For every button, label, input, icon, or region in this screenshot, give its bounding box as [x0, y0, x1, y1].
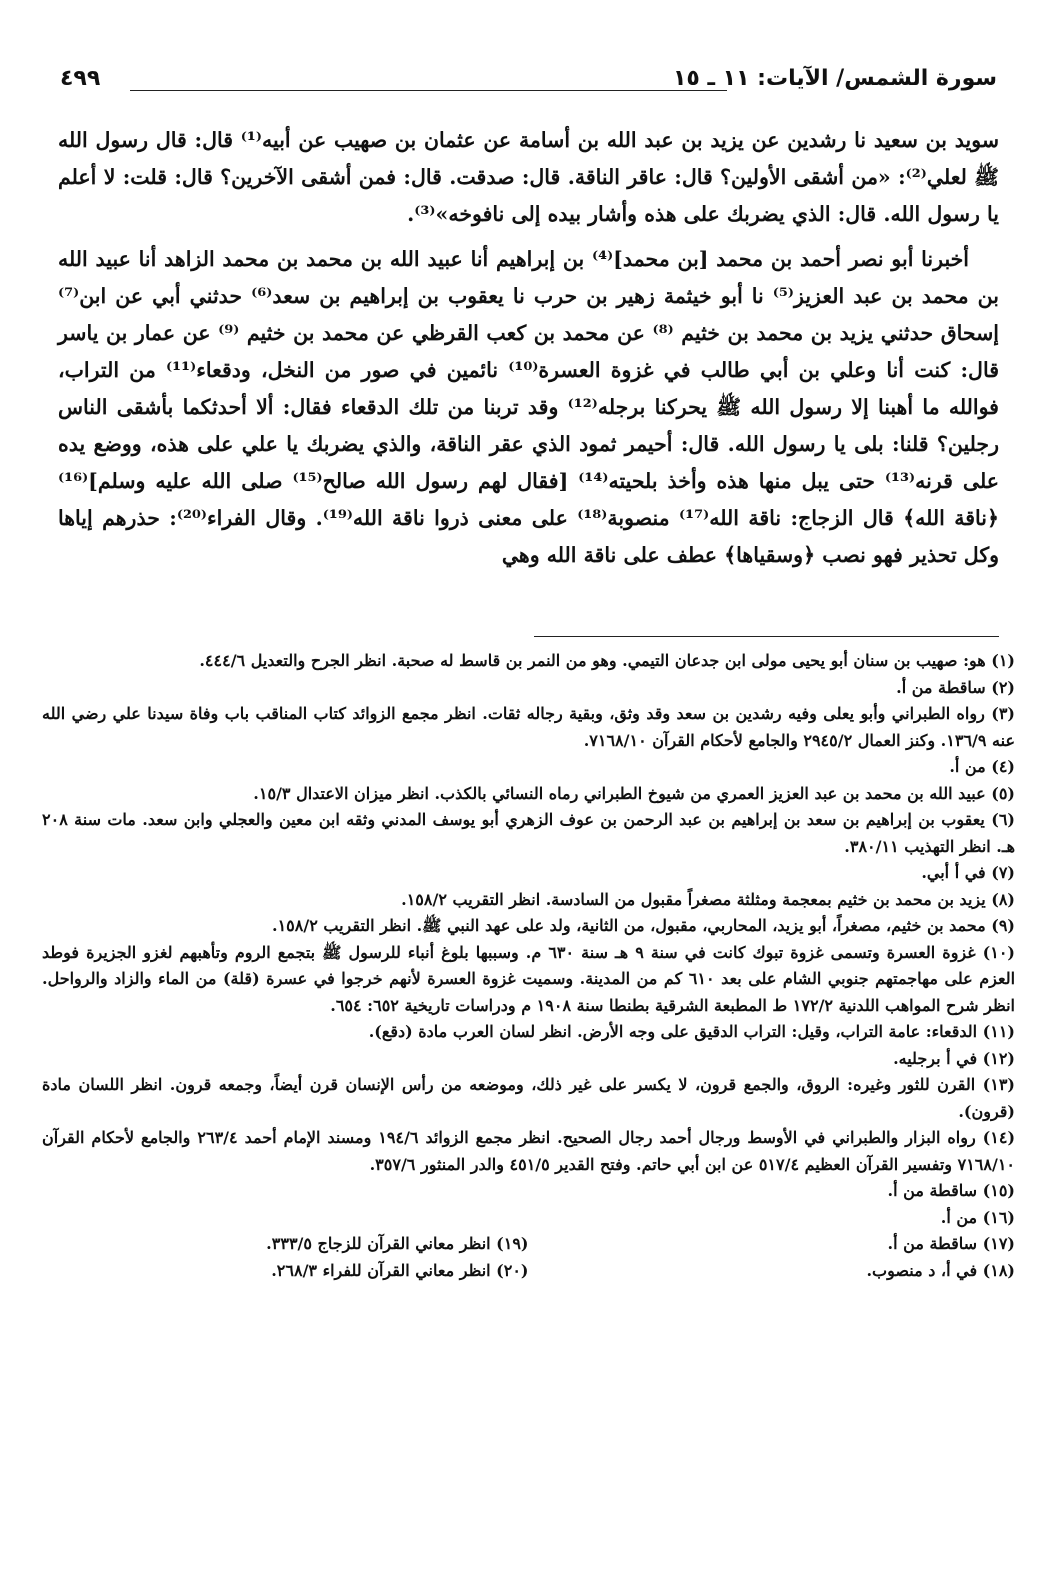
- footnotes-two-columns: [42, 1231, 1015, 1284]
- page-number: ٤٩٩: [60, 66, 101, 91]
- page-header: [60, 66, 997, 106]
- footnotes: [42, 648, 1015, 1284]
- footnote: (١١) الدقعاء: عامة التراب، وقيل: التراب الدقيق على وجه الأرض. انظر لسان العرب مادة (دقع).: [368, 1022, 1015, 1041]
- footnote: (١) هو: صهيب بن سنان أبو يحيى مولى ابن جدعان التيمي. وهو من النمر بن قاسط له صحبة. انظر الجرح والتعديل ٤٤٤/٦.: [199, 651, 1015, 670]
- footnote: (٥) عبيد الله بن محمد بن عبد العزيز العمري من شيوخ الطبراني رماه النسائي بالكذب. انظر ميزان الاعتدال ١٥/٣.: [253, 783, 1015, 803]
- footnote: (١٧) ساقطة من أ.: [887, 1234, 1015, 1253]
- footnote: (١٣) القرن للثور وغيره: الروق، والجمع قرون، لا يكسر على غير ذلك، وموضعه من رأس الإنسان قرن أيضاً، وجمعه قرون. انظر اللسان مادة (قرون).: [42, 1075, 1015, 1121]
- footnote: (٣) رواه الطبراني وأبو يعلى وفيه رشدين بن سعد وقد وثق، وبقية رجاله ثقات. انظر مجمع الزوائد كتاب المناقب باب وفاة سيدنا علي رضي الله عنه ١٣٦/٩. وكنز العمال ٢٩٤٥/٢ والجامع لأحكام القرآن ٧١٦٨/١٠.: [42, 704, 1015, 750]
- paragraph: أخبرنا أبو نصر أحمد بن محمد [بن محمد]⁽⁴⁾ بن إبراهيم أنا عبيد الله بن محمد بن محمد الزاهد أنا عبيد الله بن محمد بن عبد العزيز⁽⁵⁾ نا أبو خيثمة زهير بن حرب نا يعقوب بن إبراهيم بن سعد⁽⁶⁾ حدثني أبي عن ابن⁽⁷⁾ إسحاق حدثني يزيد بن محمد بن خثيم ⁽⁸⁾ عن محمد بن كعب القرظي عن محمد بن خثيم ⁽⁹⁾ عن عمار بن ياسر قال: كنت أنا وعلي بن أبي طالب في غزوة العسرة⁽¹⁰⁾ نائمين في صور من النخل، ودقعاء⁽¹¹⁾ من التراب، فوالله ما أهبنا إلا رسول الله ﷺ يحركنا برجله⁽¹²⁾ وقد تربنا من تلك الدقعاء فقال: ألا أحدثكما بأشقى الناس رجلين؟ قلنا: بلى يا رسول الله. قال: أحيمر ثمود الذي عقر الناقة، والذي يضربك يا علي على هذه، ووضع يده على قرنه⁽¹³⁾ حتى يبل منها هذه وأخذ بلحيته⁽¹⁴⁾ [فقال لهم رسول الله صالح⁽¹⁵⁾ صلى الله عليه وسلم]⁽¹⁶⁾ ﴿ناقة الله﴾ قال الزجاج: ناقة الله⁽¹⁷⁾ منصوبة⁽¹⁸⁾ على معنى ذروا ناقة الله⁽¹⁹⁾. وقال الفراء⁽²⁰⁾: حذرهم إياها وكل تحذير فهو نصب ﴿وسقياها﴾ عطف على ناقة الله وهي: [58, 247, 1000, 567]
- footnote: (١٩) انظر معاني القرآن للزجاج ٣٣٣/٥.: [266, 1234, 529, 1253]
- main-text: [58, 122, 999, 582]
- footnote: (١٨) في أ، د منصوب.: [866, 1260, 1015, 1280]
- footnote: (٤) من أ.: [949, 757, 1015, 776]
- footnote: (٢٠) انظر معاني القرآن للفراء ٢٦٨/٣.: [271, 1260, 529, 1280]
- footnote: (١٠) غزوة العسرة وتسمى غزوة تبوك كانت في سنة ٩ هـ سنة ٦٣٠ م. وسببها بلوغ أنباء للرسول ﷺ بتجمع الروم وتأهبهم لغزو الجزيرة فوطد العزم على مهاجمتهم جنوبي الشام على بعد ٦١٠ كم من المدينة. وسميت غزوة العسرة لأنهم خرجوا في عسرة (قلة) من الماء والزاد والرواحل. انظر شرح المواهب اللدنية ١٧٢/٢ ط المطبعة الشرقية بطنطا سنة ١٩٠٨ م ودراسات تاريخية ٦٥٢: ٦٥٤.: [42, 942, 1016, 1015]
- footnote: (٩) محمد بن خثيم، مصغراً، أبو يزيد، المحاربي، مقبول، من الثانية، ولد على عهد النبي ﷺ. انظر التقريب ١٥٨/٢.: [272, 916, 1015, 935]
- footnote-separator: [534, 636, 999, 637]
- footnotes-right-column: [529, 1231, 1016, 1284]
- running-title: سورة الشمس/ الآيات: ١١ ـ ١٥: [672, 66, 997, 91]
- footnote: (١٢) في أ برجليه.: [893, 1048, 1015, 1068]
- footnote: (٦) يعقوب بن إبراهيم بن سعد بن إبراهيم بن عبد الرحمن بن عوف الزهري أبو يوسف المدني وثقه ابن معين والعجلي وابن سعد. مات سنة ٢٠٨ هـ. انظر التهذيب ٣٨٠/١١.: [42, 810, 1015, 856]
- footnotes-left-column: [42, 1231, 529, 1284]
- footnote: (١٤) رواه البزار والطبراني في الأوسط ورجال أحمد رجال الصحيح. انظر مجمع الزوائد ١٩٤/٦ ومسند الإمام أحمد ٢٦٣/٤ والجامع لأحكام القرآن ٧١٦٨/١٠ وتفسير القرآن العظيم ٥١٧/٤ عن ابن أبي حاتم. وفتح القدير ٤٥١/٥ والدر المنثور ٣٥٧/٦.: [42, 1128, 1016, 1174]
- footnote: (٢) ساقطة من أ.: [896, 677, 1015, 697]
- footnote: (١٥) ساقطة من أ.: [887, 1181, 1015, 1200]
- footnote: (٧) في أ أبي.: [921, 863, 1015, 882]
- header-rule: [130, 90, 727, 91]
- footnote: (٨) يزيد بن محمد بن خثيم بمعجمة ومثلثة مصغراً مقبول من السادسة. انظر التقريب ١٥٨/٢.: [401, 889, 1015, 909]
- paragraph: سويد بن سعيد نا رشدين عن يزيد بن عبد الله بن أسامة عن عثمان بن صهيب عن أبيه⁽¹⁾ قال: قال رسول الله ﷺ لعلي⁽²⁾: «من أشقى الأولين؟ قال: عاقر الناقة. قال: صدقت. قال: فمن أشقى الآخرين؟ قال: قلت: لا أعلم يا رسول الله. قال: الذي يضربك على هذه وأشار بيده إلى نافوخه»⁽³⁾.: [58, 128, 999, 226]
- footnote: (١٦) من أ.: [940, 1207, 1015, 1227]
